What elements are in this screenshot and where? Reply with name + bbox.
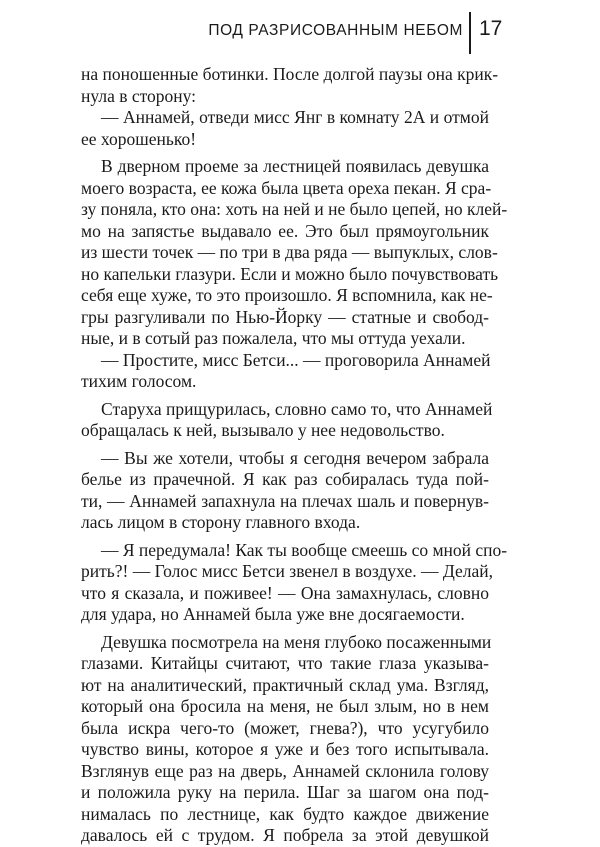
text-line: ти, — Аннамей запахнула на плечах шаль и повернув- [81, 490, 489, 511]
text-line: — Аннамей, отведи мисс Янг в комнату 2А и отмой [101, 107, 489, 127]
text-line: Старуха прищурилась, словно само то, что Аннамей [101, 398, 493, 419]
body-text [81, 64, 508, 847]
text-line: зу поняла, кто она: хоть на ней и не было цепей, но клей- [81, 199, 508, 219]
text-line: что я сказала, и поживее! — Она замахнулась, словно [81, 582, 489, 603]
text-line: нула в сторону: [81, 85, 197, 106]
text-line: себя еще хуже, то это произошло. Я вспомнила, как не- [81, 285, 493, 305]
text-line: моего возраста, ее кожа была цвета ореха пекан. Я сра- [81, 177, 492, 198]
text-line: чувство вины, которое я уже и без того испытывала. [81, 739, 489, 759]
text-line: мо на запястье выдавало ее. Это был прямоугольник [81, 220, 489, 241]
text-line: Взглянув еще раз на дверь, Аннамей склонила голову [81, 760, 489, 781]
text-line: белье из прачечной. Я как раз собиралась туда пой- [81, 469, 489, 489]
text-line: который она бросила на меня, не был злым, но в нем [81, 696, 489, 716]
text-line: ее хорошенько! [81, 128, 197, 149]
text-line: ные, и в сотый раз пожалела, что мы оттуда уехали. [81, 328, 466, 348]
running-header [0, 12, 600, 52]
running-title: ПОД РАЗРИСОВАННЫМ НЕБОМ [208, 22, 463, 39]
text-line: Девушка посмотрела на меня глубоко посаженными [101, 631, 492, 652]
text-line: давалось ей с трудом. Я побрела за этой девушкой [81, 825, 489, 845]
text-line: — Простите, мисс Бетси... — проговорила Аннамей [101, 349, 491, 370]
text-line: обращалась к ней, вызывало у нее недовольство. [81, 420, 445, 440]
text-line: но капельки глазури. Если и можно было почувствовать [81, 263, 499, 284]
text-line: — Я передумала! Как ты вообще смеешь со мной спо- [101, 539, 508, 560]
page-number: 17 [479, 17, 503, 40]
text-line: гры разгуливали по Нью-Йорку — статные и свобод- [81, 306, 489, 327]
text-line: на поношенные ботинки. После долгой паузы она крик- [81, 64, 499, 84]
text-line: и положила руку на перила. Шаг за шагом она под- [81, 782, 489, 802]
text-line: нималась по лестнице, как будто каждое движение [81, 803, 489, 824]
text-line: глазами. Китайцы считают, что такие глаза указыва- [81, 653, 489, 673]
text-line: лась лицом в сторону главного входа. [81, 512, 361, 532]
text-line: — Вы же хотели, чтобы я сегодня вечером забрала [101, 447, 489, 468]
text-line: из шести точек — по три в два ряда — выпуклых, слов- [81, 242, 498, 262]
text-line: ют на аналитический, практичный склад ума. Взгляд, [81, 674, 489, 695]
text-line: В дверном проеме за лестницей появилась девушка [101, 156, 489, 176]
text-line: рить?! — Голос мисс Бетси звенел в воздухе. — Делай, [81, 561, 494, 581]
text-line: тихим голосом. [81, 371, 197, 391]
header-divider [469, 12, 471, 54]
text-line: для удара, но Аннамей была уже вне досягаемости. [81, 604, 465, 624]
text-line: была искра чего-то (может, гнева?), что усугубило [81, 717, 489, 738]
